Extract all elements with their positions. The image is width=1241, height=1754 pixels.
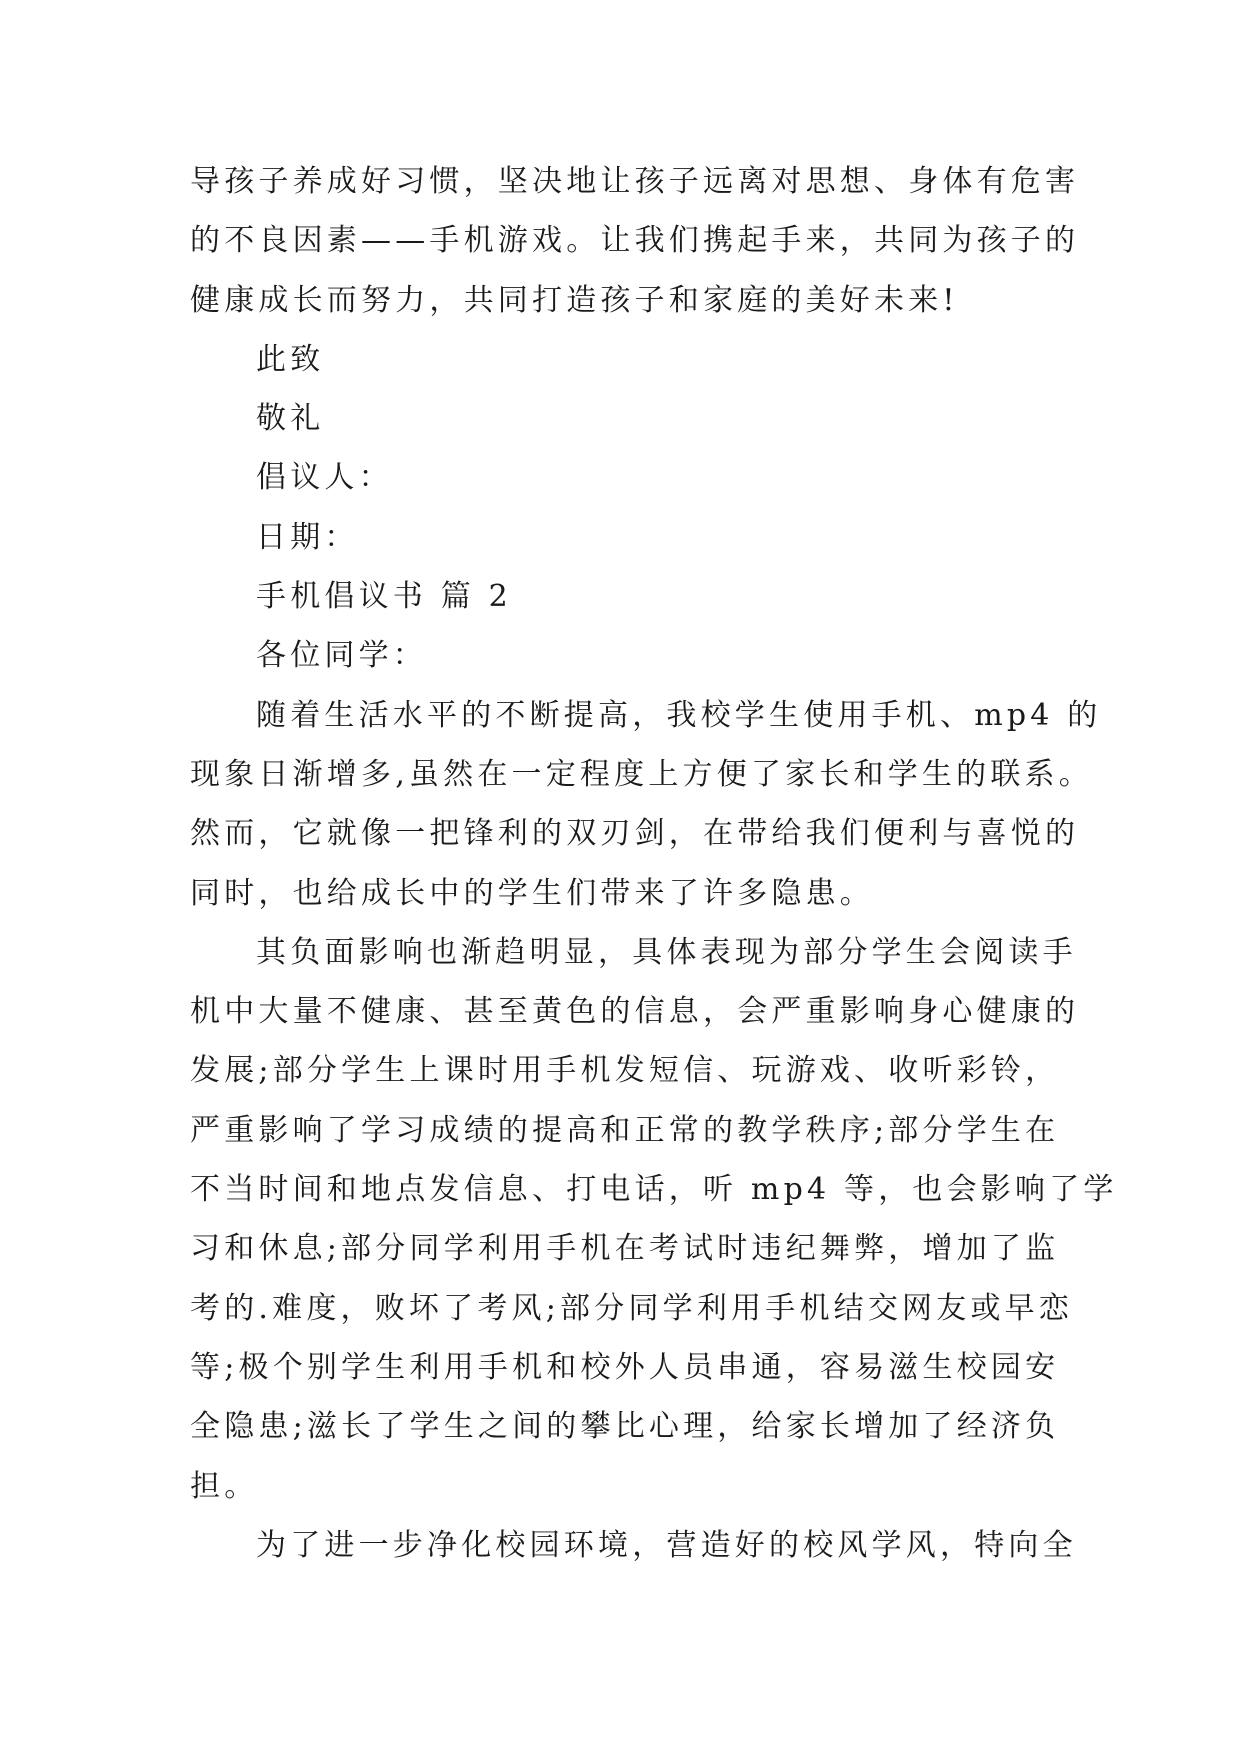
- paragraph-line: 全隐患;滋长了学生之间的攀比心理，给家长增加了经济负: [190, 1409, 1060, 1445]
- paragraph-line: 然而，它就像一把锋利的双刃剑，在带给我们便利与喜悦的: [190, 816, 1080, 852]
- paragraph-line: 导孩子养成好习惯，坚决地让孩子远离对思想、身体有危害: [190, 164, 1080, 199]
- proposer-label: 倡议人：: [256, 460, 393, 496]
- closing-regards: 敬礼: [256, 401, 325, 437]
- paragraph-line: 为了进一步净化校园环境，营造好的校风学风，特向全: [256, 1527, 1077, 1563]
- paragraph-line: 担。: [190, 1468, 259, 1504]
- paragraph-line: 机中大量不健康、甚至黄色的信息，会严重影响身心健康的: [190, 994, 1080, 1030]
- closing-salutation: 此致: [256, 341, 325, 377]
- paragraph-line: 现象日渐增多,虽然在一定程度上方便了家长和学生的联系。: [190, 756, 1093, 792]
- greeting: 各位同学：: [256, 638, 427, 674]
- paragraph-line: 健康成长而努力，共同打造孩子和家庭的美好未来!: [190, 282, 959, 318]
- paragraph-line: 严重影响了学习成绩的提高和正常的教学秩序;部分学生在: [190, 1112, 1060, 1148]
- paragraph-line: 同时，也给成长中的学生们带来了许多隐患。: [190, 875, 874, 911]
- paragraph-line: 习和休息;部分同学利用手机在考试时违纪舞弊，增加了监: [190, 1231, 1060, 1267]
- date-label: 日期：: [256, 519, 359, 555]
- section-title: 手机倡议书 篇 2: [256, 579, 512, 615]
- paragraph-line: 考的.难度，败坏了考风;部分同学利用手机结交网友或早恋: [190, 1290, 1074, 1326]
- paragraph-line: 随着生活水平的不断提高，我校学生使用手机、mp4 的: [256, 697, 1102, 733]
- document-page: [190, 152, 1118, 1575]
- paragraph-line: 的不良因素——手机游戏。让我们携起手来，共同为孩子的: [190, 223, 1080, 259]
- paragraph-line: 发展;部分学生上课时用手机发短信、玩游戏、收听彩铃，: [190, 1053, 1060, 1089]
- paragraph-line: 其负面影响也渐趋明显，具体表现为部分学生会阅读手: [256, 934, 1077, 970]
- paragraph-line: 等;极个别学生利用手机和校外人员串通，容易滋生校园安: [190, 1349, 1060, 1385]
- paragraph-line: 不当时间和地点发信息、打电话，听 mp4 等，也会影响了学: [190, 1172, 1118, 1208]
